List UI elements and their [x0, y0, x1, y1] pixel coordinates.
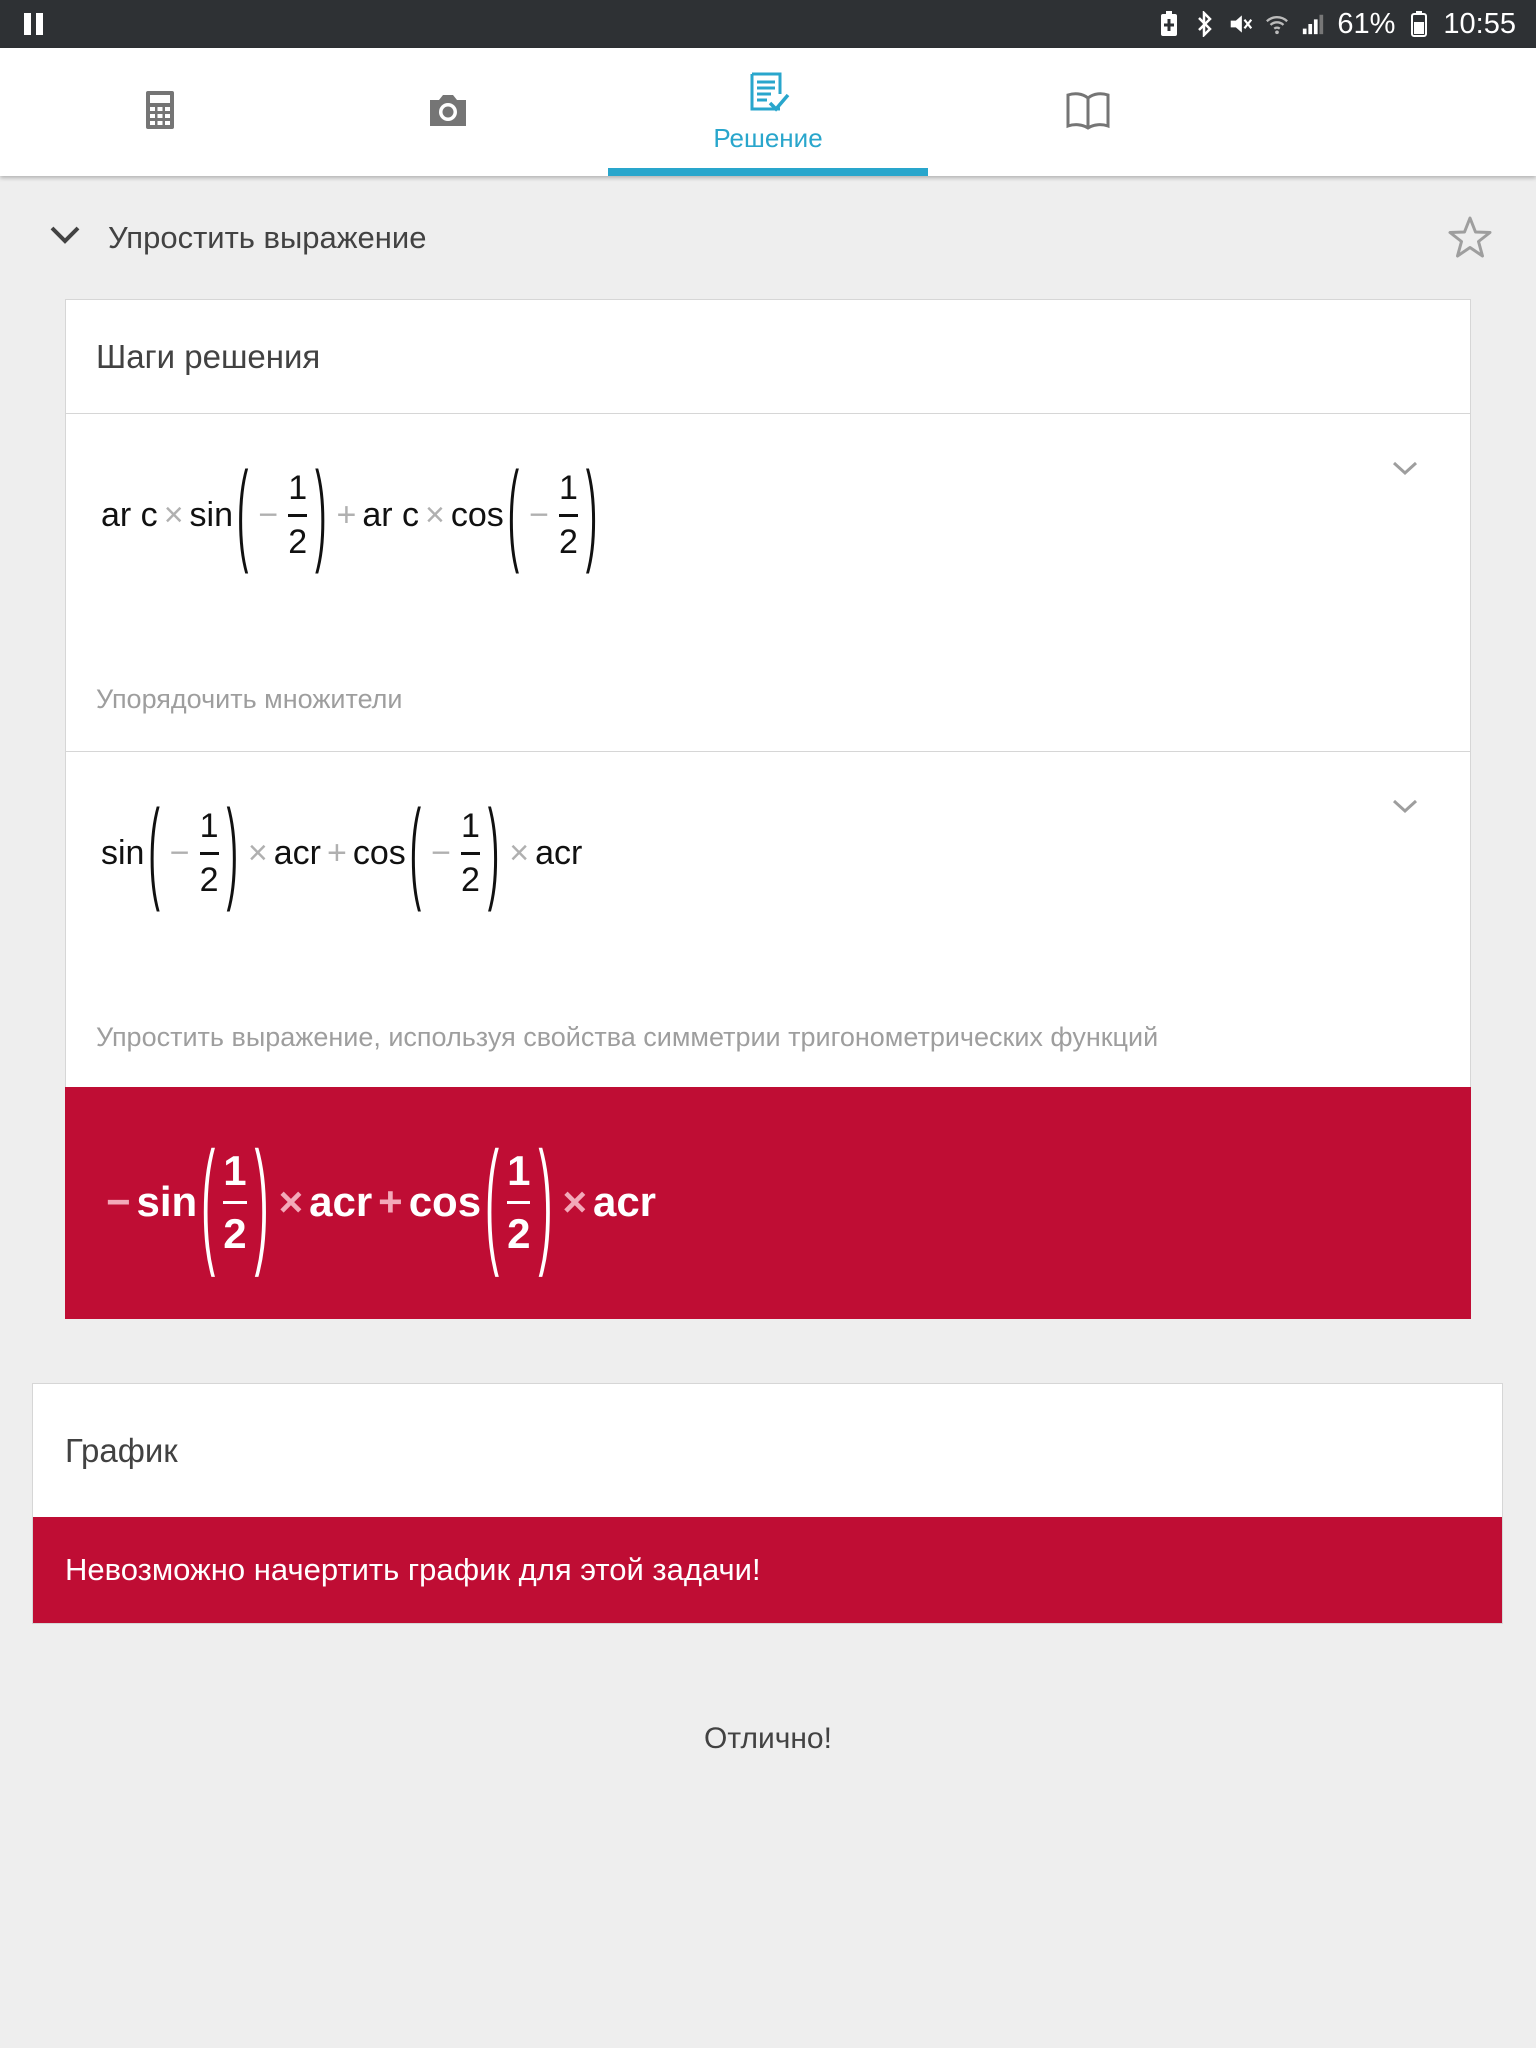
left-paren: (: [485, 1122, 500, 1278]
fraction: [223, 1147, 246, 1258]
step2-note: Упростить выражение, используя свойства симметрии тригонометрических функций: [96, 1022, 1159, 1052]
status-icons: [1157, 8, 1516, 40]
fraction-bar: [461, 852, 480, 855]
function-cos: cos: [408, 1178, 482, 1225]
denominator: 2: [288, 522, 308, 561]
signal-icon: [1301, 11, 1325, 37]
pause-icon: [24, 13, 46, 35]
right-paren: ): [226, 788, 238, 915]
graph-error-container: [33, 1517, 1502, 1624]
denominator: 2: [558, 522, 578, 561]
step2-expression[interactable]: [101, 788, 582, 918]
denominator: 2: [460, 860, 480, 899]
function-cos: cos: [352, 833, 406, 872]
term-arc: ar c: [362, 495, 419, 534]
result-expression[interactable]: [100, 1122, 656, 1282]
left-paren: (: [409, 788, 422, 915]
fraction-bar: [200, 852, 219, 855]
left-paren: (: [507, 450, 520, 577]
result-banner: [65, 1087, 1471, 1319]
step1-note: Упорядочить множители: [96, 684, 403, 714]
right-paren: ): [538, 1122, 553, 1278]
fraction: [559, 469, 578, 562]
numerator: 1: [199, 806, 219, 845]
times-sign: ×: [562, 1178, 587, 1225]
fraction: [288, 469, 307, 562]
denominator: 2: [199, 860, 219, 899]
numerator: 1: [558, 468, 578, 507]
fraction-bar: [223, 1201, 246, 1204]
plus-sign: +: [378, 1178, 403, 1225]
step1-expand-chevron-icon[interactable]: [1390, 458, 1420, 482]
denominator: 2: [223, 1209, 247, 1257]
calculator-icon: [145, 90, 175, 134]
section-header: [0, 200, 1536, 280]
function-cos: cos: [450, 495, 504, 534]
tab-camera[interactable]: [288, 48, 608, 176]
left-paren: (: [148, 788, 160, 915]
fraction-bar: [288, 514, 307, 517]
solution-icon: [746, 71, 790, 119]
battery-icon: [1407, 11, 1431, 37]
term-arc: ar c: [101, 495, 158, 534]
times-sign: ×: [509, 833, 530, 872]
graph-card: [32, 1383, 1503, 1624]
fraction-bar: [507, 1201, 530, 1204]
step2-expand-chevron-icon[interactable]: [1390, 796, 1420, 820]
times-sign: ×: [425, 495, 445, 534]
minus-sign: −: [529, 495, 549, 534]
tab-bar: [0, 48, 1536, 176]
tab-calculator[interactable]: [0, 48, 320, 176]
right-paren: ): [254, 1122, 269, 1278]
star-icon[interactable]: [1446, 214, 1494, 266]
right-paren: ): [315, 450, 327, 577]
term-acr: acr: [535, 833, 583, 872]
left-paren: (: [201, 1122, 216, 1278]
graph-card-title: График: [65, 1432, 178, 1469]
fraction: [507, 1147, 530, 1258]
minus-sign: −: [431, 833, 451, 872]
right-paren: ): [585, 450, 598, 577]
function-sin: sin: [101, 833, 145, 872]
fraction: [461, 807, 480, 900]
step1-expression[interactable]: [101, 450, 601, 580]
term-acr: acr: [309, 1178, 373, 1225]
minus-sign: −: [169, 833, 190, 872]
bluetooth-icon: [1193, 11, 1217, 37]
battery-saver-icon: [1157, 11, 1181, 37]
times-sign: ×: [163, 495, 184, 534]
numerator: 1: [288, 468, 308, 507]
section-title: Упростить выражение: [108, 220, 427, 255]
tab-book[interactable]: [928, 48, 1248, 176]
tab-solution[interactable]: [608, 48, 928, 176]
divider: [66, 413, 1470, 414]
numerator: 1: [460, 806, 480, 845]
numerator: 1: [223, 1146, 247, 1194]
fraction: [200, 807, 219, 900]
mute-icon: [1229, 11, 1253, 37]
steps-card-title: Шаги решения: [96, 338, 321, 375]
graph-error-message: Невозможно начертить график для этой задачи!: [33, 1517, 1502, 1623]
clock: 10:55: [1443, 7, 1516, 40]
numerator: 1: [507, 1146, 531, 1194]
book-icon: [1065, 90, 1111, 134]
footer-text: Отлично!: [704, 1722, 832, 1755]
term-acr: acr: [273, 833, 321, 872]
wifi-icon: [1265, 11, 1289, 37]
collapse-chevron-icon[interactable]: [48, 222, 82, 252]
function-sin: sin: [136, 1178, 198, 1225]
plus-sign: +: [327, 833, 347, 872]
active-tab-indicator: [608, 168, 928, 176]
times-sign: ×: [247, 833, 268, 872]
minus-sign: −: [106, 1178, 131, 1225]
term-acr: acr: [592, 1178, 657, 1225]
denominator: 2: [507, 1209, 531, 1257]
fraction-bar: [559, 514, 578, 517]
right-paren: ): [487, 788, 500, 915]
times-sign: ×: [278, 1178, 304, 1225]
left-paren: (: [237, 450, 249, 577]
battery-percent: 61%: [1337, 7, 1396, 40]
status-bar: [0, 0, 1536, 48]
divider: [66, 751, 1470, 752]
camera-icon: [427, 92, 469, 132]
tab-solution-label: Решение: [713, 122, 823, 153]
function-sin: sin: [189, 495, 234, 534]
minus-sign: −: [258, 495, 279, 534]
plus-sign: +: [336, 495, 357, 534]
